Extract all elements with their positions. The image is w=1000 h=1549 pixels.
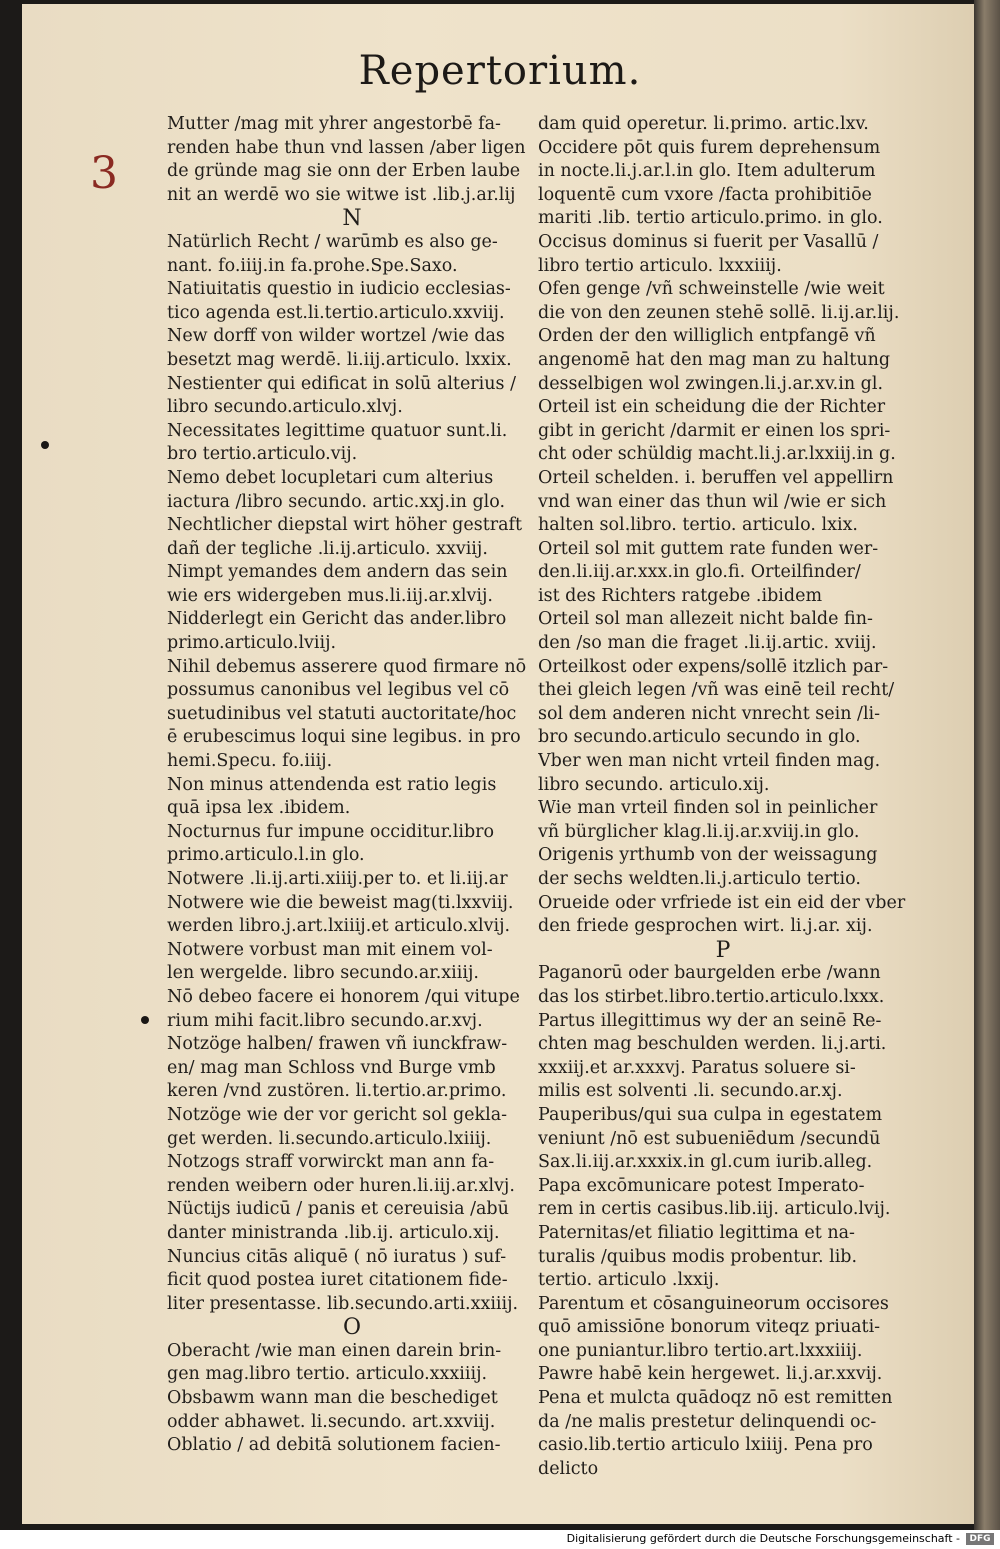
index-line: liter presentasse. lib.secundo.arti.xxiiij. xyxy=(167,1293,519,1314)
index-line: Natürlich Recht / warūmb es also ge- xyxy=(167,231,498,252)
index-line: Nimpt yemandes dem andern das sein xyxy=(167,562,508,583)
index-line: Paternitas/et filiatio legittima et na- xyxy=(538,1222,855,1243)
index-line: loquentē cum vxore /facta prohibitiōe xyxy=(538,184,872,205)
index-line: libro secundo. articulo.xij. xyxy=(538,774,770,795)
index-line: danter ministranda .lib.ij. articulo.xij. xyxy=(167,1222,500,1243)
index-line: Ofen genge /vñ schweinstelle /wie weit xyxy=(538,279,885,300)
index-line: rium mihi facit.libro secundo.ar.xvj. xyxy=(167,1010,483,1031)
index-line: Natiuitatis questio in iudicio ecclesias- xyxy=(167,279,511,300)
index-line: Nō debeo facere ei honorem /qui vitupe xyxy=(167,986,520,1007)
index-line: Nuncius citās aliquē ( nō iuratus ) suf- xyxy=(167,1246,507,1267)
index-line: da /ne malis prestetur delinquendi oc- xyxy=(538,1411,877,1432)
index-line: possumus canonibus vel legibus vel cō xyxy=(167,680,510,701)
index-line: New dorff von wilder wortzel /wie das xyxy=(167,326,505,347)
index-line: Wie man vrteil finden sol in peinlicher xyxy=(538,798,878,819)
index-line: Sax.li.iij.ar.xxxix.in gl.cum iurib.alleg. xyxy=(538,1152,873,1173)
index-line: en/ mag man Schloss vnd Burge vmb xyxy=(167,1057,496,1078)
index-line: Notwere vorbust man mit einem vol- xyxy=(167,939,493,960)
index-line: Paganorū oder baurgelden erbe /wann xyxy=(538,963,881,984)
index-line: gen mag.libro tertio. articulo.xxxiiij. xyxy=(167,1364,488,1385)
index-line: Notzöge halben/ frawen vñ iunckfraw- xyxy=(167,1034,508,1055)
index-line: quō amissiōne bonorum viteqz priuati- xyxy=(538,1317,881,1338)
dfg-logo: DFG xyxy=(966,1533,994,1545)
index-line: nant. fo.iiij.in fa.prohe.Spe.Saxo. xyxy=(167,255,458,276)
index-line: milis est solventi .li. secundo.ar.xj. xyxy=(538,1081,843,1102)
index-line: in nocte.li.j.ar.l.in glo. Item adulterum xyxy=(538,161,876,182)
index-line: tertio. articulo .lxxij. xyxy=(538,1270,720,1291)
index-line: Papa excōmunicare potest Imperato- xyxy=(538,1175,865,1196)
index-line: veniunt /nō est subueniēdum /secundū xyxy=(538,1128,881,1149)
index-line: xxxiij.et ar.xxxvj. Paratus soluere si- xyxy=(538,1057,856,1078)
index-line: ficit quod postea iuret citationem fide- xyxy=(167,1270,508,1291)
index-line: libro secundo.articulo.xlvj. xyxy=(167,397,403,418)
index-line: nit an werdē wo sie witwe ist .lib.j.ar.lij xyxy=(167,184,516,205)
index-line: Nocturnus fur impune occiditur.libro xyxy=(167,821,495,842)
index-line: dam quid operetur. li.primo. artic.lxv. xyxy=(538,114,869,134)
index-line: keren /vnd zustören. li.tertio.ar.primo. xyxy=(167,1081,507,1102)
right-column xyxy=(538,113,908,1481)
index-line: Notwere wie die beweist mag(ti.lxxviij. xyxy=(167,892,514,913)
index-line: libro tertio articulo. lxxxiiij. xyxy=(538,255,782,276)
index-line: quā ipsa lex .ibidem. xyxy=(167,798,351,819)
page-header: Repertorium. xyxy=(358,48,642,94)
index-line: one puniantur.libro tertio.art.lxxxiiij. xyxy=(538,1340,863,1361)
section-letter: O xyxy=(342,1316,362,1340)
index-line: cht oder schüldig macht.li.j.ar.lxxiij.in g. xyxy=(538,444,896,465)
index-line: ist des Richters ratgebe .ibidem xyxy=(538,585,823,606)
book-spine xyxy=(974,0,1000,1530)
index-line: wie ers widergeben mus.li.iij.ar.xlvij. xyxy=(167,585,493,606)
index-line: den /so man die fraget .li.ij.artic. xviij. xyxy=(538,633,877,654)
index-line: thei gleich legen /vñ was einē teil recht/ xyxy=(538,680,895,701)
index-line: tico agenda est.li.tertio.articulo.xxviij. xyxy=(167,302,505,323)
index-line: iactura /libro secundo. artic.xxj.in glo. xyxy=(167,491,506,512)
index-line: vñ bürglicher klag.li.ij.ar.xviij.in glo. xyxy=(538,821,860,842)
index-line: Pena et mulcta quādoqz nō est remitten xyxy=(538,1388,893,1409)
index-line: mariti .lib. tertio articulo.primo. in glo. xyxy=(538,208,883,229)
index-line: angenomē hat den mag man zu haltung xyxy=(538,349,891,370)
index-line: Pawre habē kein hergewet. li.j.ar.xxvij. xyxy=(538,1364,883,1385)
index-line: der sechs weldten.li.j.articulo tertio. xyxy=(538,869,861,889)
index-line: Nestienter qui edificat in solū alterius / xyxy=(167,373,516,394)
index-line: delicto xyxy=(538,1458,599,1479)
index-line: Orteil sol man allezeit nicht balde fin- xyxy=(538,609,873,630)
index-line: das los stirbet.libro.tertio.articulo.lxxx. xyxy=(538,986,885,1007)
index-line: Occisus dominus si fuerit per Vasallū / xyxy=(538,231,879,252)
index-line: Mutter /mag mit yhrer angestorbē fa- xyxy=(167,114,501,134)
index-line: Nüctijs iudicū / panis et cereuisia /abū xyxy=(167,1199,509,1220)
left-column xyxy=(167,113,537,1458)
index-line: vnd wan einer das thun wil /wie er sich xyxy=(538,491,887,512)
index-line: get werden. li.secundo.articulo.lxiiij. xyxy=(167,1128,492,1149)
index-line: odder abhawet. li.secundo. art.xxviij. xyxy=(167,1411,496,1432)
footer-bar xyxy=(0,1530,1000,1549)
index-line: Orden der den williglich entpfangē vñ xyxy=(538,326,876,347)
index-line: den.li.iij.ar.xxx.in glo.fi. Orteilfinder/ xyxy=(538,562,861,583)
index-line: Non minus attendenda est ratio legis xyxy=(167,774,497,795)
section-letter: N xyxy=(342,207,362,231)
index-line: Notzöge wie der vor gericht sol gekla- xyxy=(167,1104,508,1125)
index-line: Nihil debemus asserere quod firmare nō xyxy=(167,656,527,677)
index-line: turalis /quibus modis probentur. lib. xyxy=(538,1246,858,1267)
index-line: Oberacht /wie man einen darein brin- xyxy=(167,1340,502,1361)
index-line: hemi.Specu. fo.iiij. xyxy=(167,751,333,772)
index-line: Notwere .li.ij.arti.xiiij.per to. et li.iij.ar xyxy=(167,869,508,889)
index-line: Partus illegittimus wy der an seinē Re- xyxy=(538,1010,882,1031)
binding-hole xyxy=(41,441,49,449)
binding-hole xyxy=(141,1016,149,1024)
index-line: Occidere pōt quis furem deprehensum xyxy=(538,137,881,158)
index-line: werden libro.j.art.lxiiij.et articulo.xlvij. xyxy=(167,916,511,937)
index-line: chten mag beschulden werden. li.j.arti. xyxy=(538,1034,887,1055)
index-line: Orteil sol mit guttem rate funden wer- xyxy=(538,538,879,559)
index-line: Notzogs straff vorwirckt man ann fa- xyxy=(167,1152,495,1173)
index-line: Obsbawm wann man die beschediget xyxy=(167,1388,498,1409)
index-line: de gründe mag sie onn der Erben laube xyxy=(167,161,521,182)
index-line: die von den zeunen stehē sollē. li.ij.ar.lij. xyxy=(538,302,900,323)
index-line: sol dem anderen nicht vnrecht sein /li- xyxy=(538,703,881,724)
index-line: Vber wen man nicht vrteil finden mag. xyxy=(538,751,881,772)
index-line: Nidderlegt ein Gericht das ander.libro xyxy=(167,609,507,630)
index-line: Orteil ist ein scheidung die der Richter xyxy=(538,397,886,418)
index-line: dañ der tegliche .li.ij.articulo. xxviij. xyxy=(167,538,488,559)
index-line: Oblatio / ad debitā solutionem facien- xyxy=(167,1435,501,1456)
index-line: desselbigen wol zwingen.li.j.ar.xv.in gl. xyxy=(538,373,884,394)
index-line: rem in certis casibus.lib.iij. articulo.lvij. xyxy=(538,1199,891,1220)
index-line: ē erubescimus loqui sine legibus. in pro xyxy=(167,727,521,748)
index-line: bro secundo.articulo secundo in glo. xyxy=(538,727,861,748)
section-letter: P xyxy=(715,938,731,963)
index-line: gibt in gericht /darmit er einen los spri- xyxy=(538,420,891,441)
index-line: renden weibern oder huren.li.iij.ar.xlvj. xyxy=(167,1175,515,1196)
index-line: Pauperibus/qui sua culpa in egestatem xyxy=(538,1104,883,1125)
index-line: Nechtlicher diepstal wirt höher gestraft xyxy=(167,515,523,536)
index-line: Parentum et cōsanguineorum occisores xyxy=(538,1293,889,1314)
index-line: renden habe thun vnd lassen /aber ligen xyxy=(167,137,526,158)
index-line: bro tertio.articulo.vij. xyxy=(167,444,358,465)
index-line: Orteil schelden. i. beruffen vel appellirn xyxy=(538,467,894,488)
index-line: halten sol.libro. tertio. articulo. lxix. xyxy=(538,515,858,536)
index-line: primo.articulo.lviij. xyxy=(167,633,337,654)
index-line: primo.articulo.l.in glo. xyxy=(167,845,365,866)
index-line: Nemo debet locupletari cum alterius xyxy=(167,467,494,488)
index-line: len wergelde. libro secundo.ar.xiiij. xyxy=(167,963,479,984)
index-line: Necessitates legittime quatuor sunt.li. xyxy=(167,420,508,441)
index-line: Orueide oder vrfriede ist ein eid der vber xyxy=(538,892,906,913)
index-line: Orteilkost oder expens/sollē itzlich par- xyxy=(538,656,889,677)
margin-mark: 3 xyxy=(90,148,118,199)
index-line: Origenis yrthumb von der weissagung xyxy=(538,845,878,866)
index-line: casio.lib.tertio articulo lxiiij. Pena pro xyxy=(538,1435,873,1456)
index-line: den friede gesprochen wirt. li.j.ar. xij. xyxy=(538,916,873,937)
index-line: suetudinibus vel statuti auctoritate/hoc xyxy=(167,703,517,724)
footer-credit: Digitalisierung gefördert durch die Deutsche Forschungsgemeinschaft - xyxy=(566,1532,960,1545)
index-line: besetzt mag werdē. li.iij.articulo. lxxix. xyxy=(167,349,512,370)
